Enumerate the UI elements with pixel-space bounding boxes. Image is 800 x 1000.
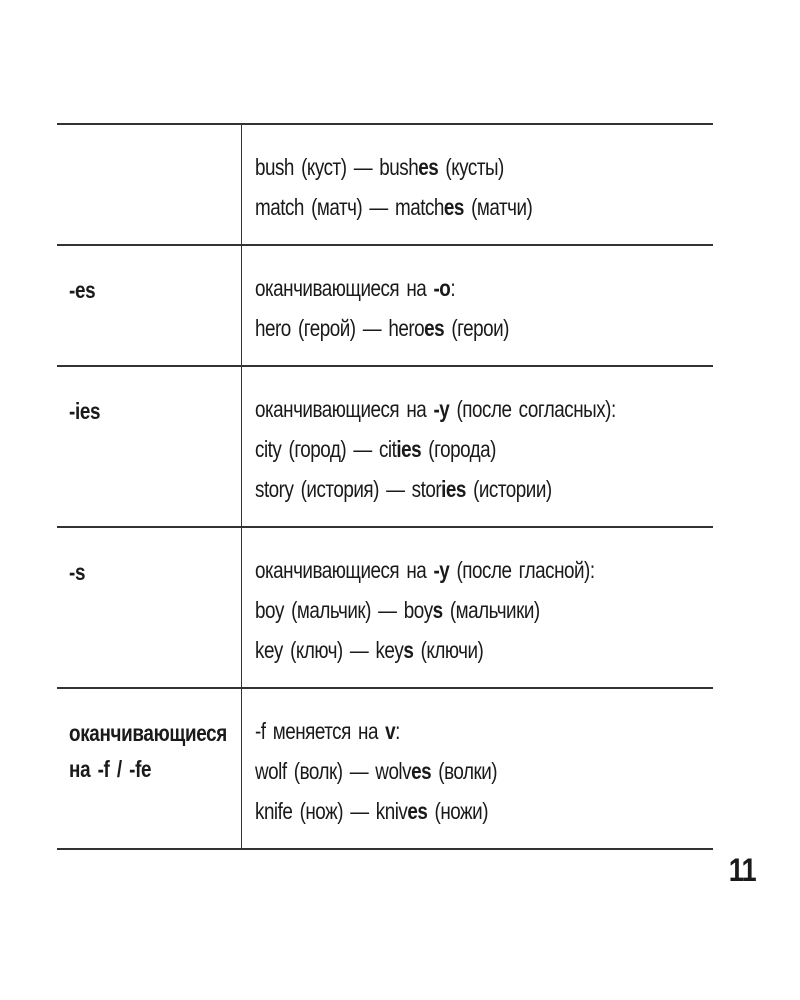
suffix-label: -es <box>69 277 96 303</box>
suffix-label: оканчивающиеся <box>69 720 227 746</box>
example-line: оканчивающиеся на -o: <box>255 275 456 301</box>
suffix-label: -ies <box>69 398 101 424</box>
example-line: wolf (волк) — wolves (волки) <box>255 758 498 784</box>
example-line: key (ключ) — keys (ключи) <box>255 637 484 663</box>
examples-cell <box>242 527 714 688</box>
suffix-label-line2: на -f / -fe <box>69 756 152 782</box>
example-line: match (матч) — matches (матчи) <box>255 194 533 220</box>
table-row <box>57 124 713 245</box>
example-line: knife (нож) — knives (ножи) <box>255 798 489 824</box>
examples-cell <box>242 688 714 849</box>
examples-cell <box>242 366 714 527</box>
example-line: bush (куст) — bushes (кусты) <box>255 154 504 180</box>
example-line: оканчивающиеся на -y (после гласной): <box>255 557 595 583</box>
examples-cell <box>242 245 714 366</box>
example-line: story (история) — stories (истории) <box>255 476 552 502</box>
examples-cell <box>242 124 714 245</box>
plural-rules-table <box>57 123 713 850</box>
suffix-cell <box>57 527 242 688</box>
suffix-cell <box>57 124 242 245</box>
example-line: boy (мальчик) — boys (мальчики) <box>255 597 540 623</box>
example-line: оканчивающиеся на -y (после согласных): <box>255 396 616 422</box>
suffix-cell <box>57 366 242 527</box>
example-line: hero (герой) — heroes (герои) <box>255 315 509 341</box>
suffix-cell <box>57 688 242 849</box>
page-number: 11 <box>728 852 756 888</box>
table-row <box>57 527 713 688</box>
suffix-label: -s <box>69 559 86 585</box>
suffix-cell <box>57 245 242 366</box>
example-line: -f меняется на v: <box>255 718 400 744</box>
table-row <box>57 688 713 849</box>
table-row <box>57 366 713 527</box>
table-row <box>57 245 713 366</box>
example-line: city (город) — cities (города) <box>255 436 496 462</box>
